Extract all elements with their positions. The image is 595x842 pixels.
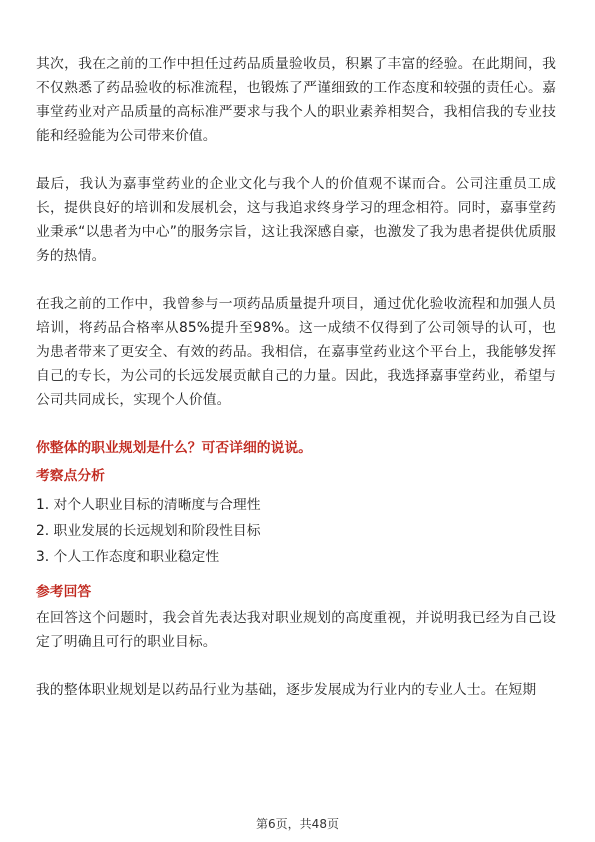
intro-section <box>36 52 556 412</box>
page-number: 第6页，共48页 <box>256 817 339 831</box>
analysis-points <box>36 492 556 570</box>
analysis-heading: 考察点分析 <box>36 468 105 484</box>
analysis-point: 1. 对个人职业目标的清晰度与合理性 <box>36 497 261 513</box>
paragraph: 在我之前的工作中，我曾参与一项药品质量提升项目，通过优化验收流程和加强人员培训，将药品合格率从85%提升至98%。这一成绩不仅得到了公司领导的认可，也为患者带来了更安全、有效的药品。我相信，在嘉事堂药业这个平台上，我能够发挥自己的专长，为公司的长远发展贡献自己的力量。因此，我选择嘉事堂药业，希望与公司共同成长，实现个人价值。 <box>36 296 556 408</box>
answer-section <box>36 606 556 702</box>
paragraph: 其次，我在之前的工作中担任过药品质量验收员，积累了丰富的经验。在此期间，我不仅熟悉了药品验收的标准流程，也锻炼了严谨细致的工作态度和较强的责任心。嘉事堂药业对产品质量的高标准严要求与我个人的职业素养相契合，我相信我的专业技能和经验能为公司带来价值。 <box>36 56 556 144</box>
paragraph: 最后，我认为嘉事堂药业的企业文化与我个人的价值观不谋而合。公司注重员工成长，提供良好的培训和发展机会，这与我追求终身学习的理念相符。同时，嘉事堂药业秉承“以患者为中心”的服务宗旨，这让我深感自豪，也激发了我为患者提供优质服务的热情。 <box>36 176 556 264</box>
analysis-point: 2. 职业发展的长远规划和阶段性目标 <box>36 523 261 539</box>
paragraph: 我的整体职业规划是以药品行业为基础，逐步发展成为行业内的专业人士。在短期 <box>36 682 537 698</box>
analysis-point: 3. 个人工作态度和职业稳定性 <box>36 549 220 565</box>
paragraph: 在回答这个问题时，我会首先表达我对职业规划的高度重视，并说明我已经为自己设定了明确且可行的职业目标。 <box>36 610 556 650</box>
answer-heading: 参考回答 <box>36 584 92 600</box>
interview-question: 你整体的职业规划是什么？可否详细的说说。 <box>36 440 312 456</box>
document-page <box>36 52 556 702</box>
